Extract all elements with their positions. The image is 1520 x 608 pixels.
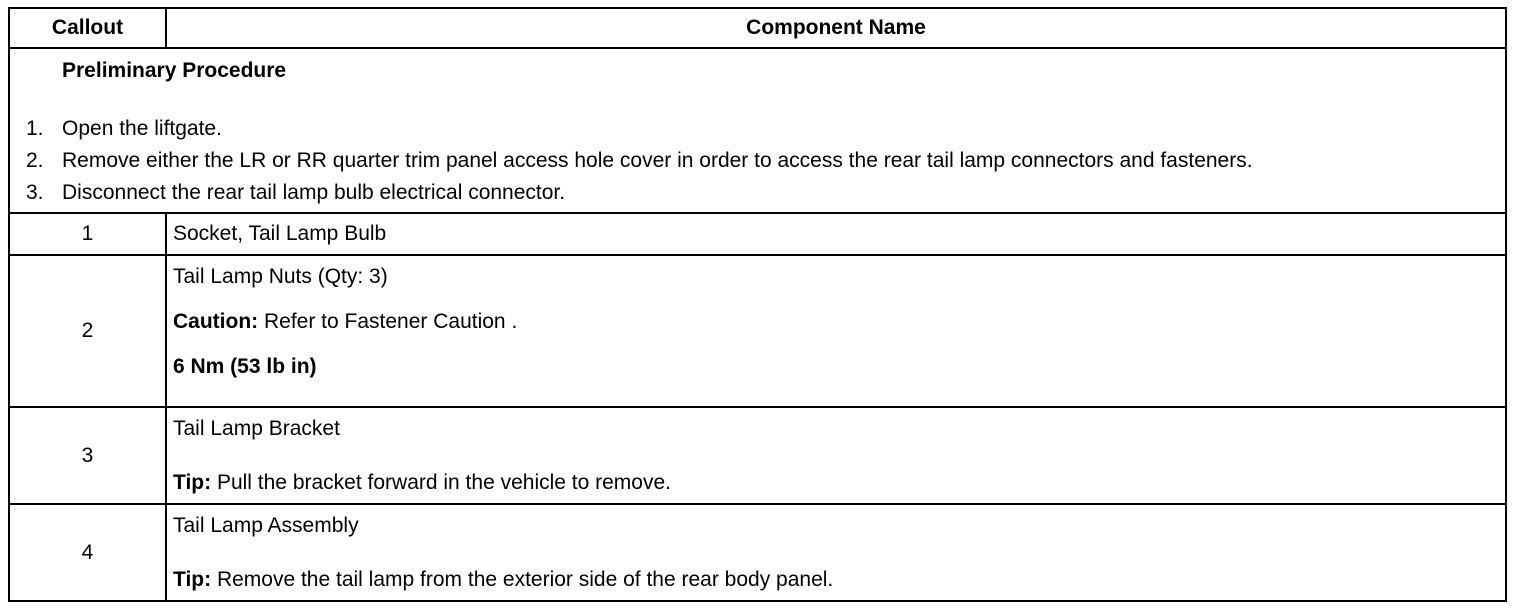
- tip-label: Tip:: [173, 568, 212, 591]
- step-text: Remove either the LR or RR quarter trim panel access hole cover in order to access the rear tail lamp connectors and fasteners.: [62, 149, 1253, 172]
- step-text: Disconnect the rear tail lamp bulb electrical connector.: [62, 181, 566, 204]
- component-name-cell: [166, 407, 1506, 504]
- callout-cell: 2: [9, 255, 166, 407]
- step-item: [10, 177, 1505, 209]
- preliminary-procedure-title: Preliminary Procedure: [62, 59, 287, 82]
- step-number: 2.: [26, 149, 44, 172]
- step-number: 1.: [26, 117, 44, 140]
- table-row: [9, 213, 1506, 255]
- tip-text: Remove the tail lamp from the exterior side of the rear body panel.: [211, 568, 834, 591]
- preliminary-row: [9, 48, 1506, 213]
- caution-note: [173, 310, 1505, 334]
- callout-header: Callout: [9, 8, 166, 48]
- component-name-cell: [166, 255, 1506, 407]
- component-name-cell: [166, 504, 1506, 601]
- caution-label: Caution:: [173, 310, 259, 333]
- step-text: Open the liftgate.: [62, 117, 222, 140]
- tip-note: [173, 471, 1505, 495]
- tip-note: [173, 568, 1505, 592]
- preliminary-steps: [10, 113, 1505, 209]
- torque-spec: 6 Nm (53 lb in): [173, 355, 317, 378]
- callout-cell: 4: [9, 504, 166, 601]
- component-name: Tail Lamp Bracket: [173, 417, 340, 440]
- step-number: 3.: [26, 181, 44, 204]
- component-name-cell: Socket, Tail Lamp Bulb: [166, 213, 1506, 255]
- preliminary-procedure-cell: [9, 48, 1506, 213]
- header-row: [9, 8, 1506, 48]
- caution-text: Refer to Fastener Caution .: [258, 310, 518, 333]
- callout-cell: 3: [9, 407, 166, 504]
- component-name-header: Component Name: [166, 8, 1506, 48]
- tip-text: Pull the bracket forward in the vehicle to remove.: [211, 471, 671, 494]
- callout-cell: 1: [9, 213, 166, 255]
- tip-label: Tip:: [173, 471, 212, 494]
- table-row: [9, 504, 1506, 601]
- table-row: [9, 255, 1506, 407]
- step-item: [10, 145, 1505, 177]
- component-name: Tail Lamp Nuts (Qty: 3): [173, 265, 388, 288]
- procedure-table: [8, 7, 1507, 602]
- component-name: Tail Lamp Assembly: [173, 514, 359, 537]
- table-row: [9, 407, 1506, 504]
- step-item: [10, 113, 1505, 145]
